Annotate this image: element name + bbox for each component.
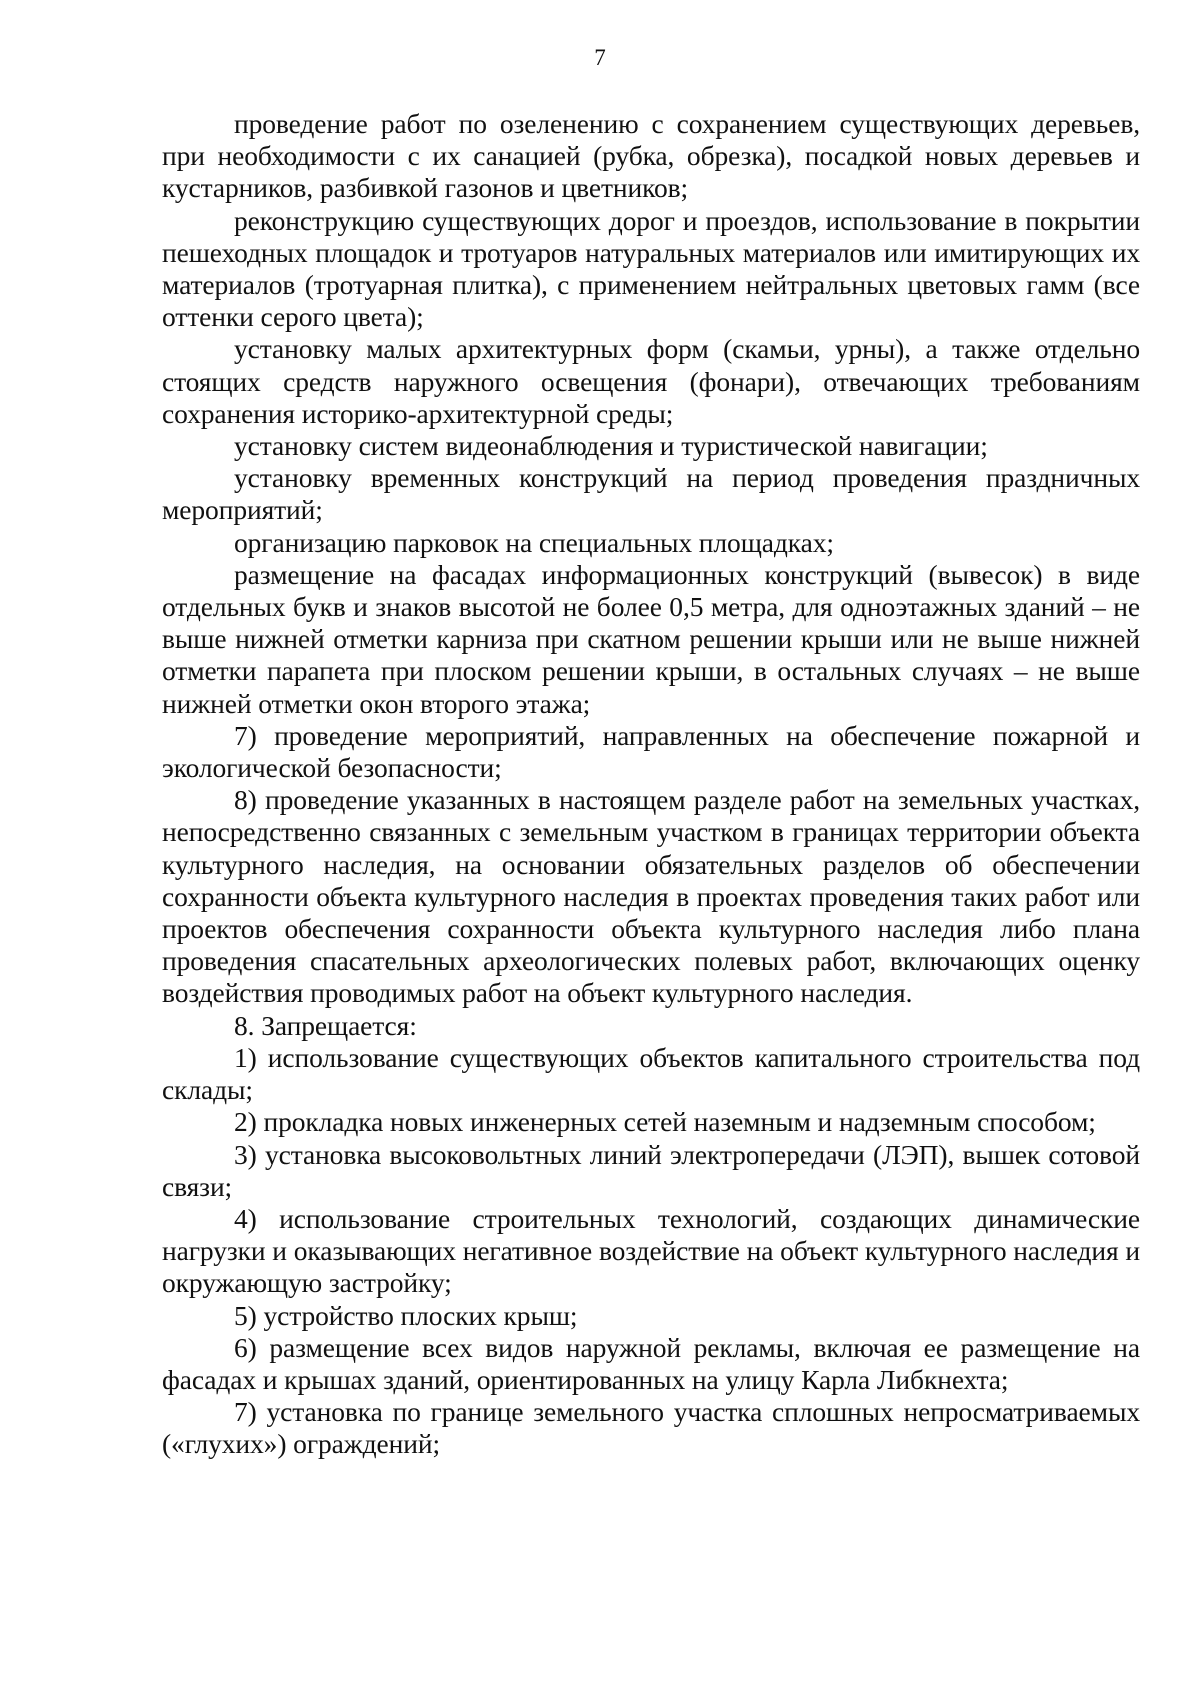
paragraph-item-7-safety: 7) проведение мероприятий, направленных на обеспечение пожарной и экологической безопасности;: [162, 719, 1140, 784]
paragraph-small-architectural-forms: установку малых архитектурных форм (скамьи, урны), а также отдельно стоящих средств наружного освещения (фонари), отвечающих требованиям сохранения историко-архитектурной среды;: [162, 333, 1140, 429]
paragraph-temporary-structures: установку временных конструкций на период проведения праздничных мероприятий;: [162, 462, 1140, 526]
paragraph-landscaping: проведение работ по озеленению с сохранением существующих деревьев, при необходимости с их санацией (рубка, обрезка), посадкой новых деревьев и кустарников, разбивкой газонов и цветников;: [162, 108, 1140, 204]
document-body: [162, 108, 1140, 1461]
prohibited-item-4: 4) использование строительных технологий, создающих динамические нагрузки и оказывающих негативное воздействие на объект культурного наследия и окружающую застройку;: [162, 1202, 1140, 1299]
section-8-prohibited-heading: 8. Запрещается:: [234, 1009, 417, 1041]
prohibited-item-2: 2) прокладка новых инженерных сетей наземным и надземным способом;: [234, 1106, 1096, 1138]
prohibited-item-7: 7) установка по границе земельного участка сплошных непросматриваемых («глухих») ограждений;: [162, 1396, 1140, 1460]
paragraph-facade-signage: размещение на фасадах информационных конструкций (вывесок) в виде отдельных букв и знаков высотой не более 0,5 метра, для одноэтажных зданий – не выше нижней отметки карниза при скатном решении крыши или не выше нижней отметки парапета при плоском решении крыши, в остальных случаях – не выше нижней отметки окон второго этажа;: [162, 558, 1140, 719]
prohibited-item-5: 5) устройство плоских крыш;: [234, 1299, 578, 1331]
paragraph-parking: организацию парковок на специальных площадках;: [234, 526, 834, 558]
paragraph-video-surveillance: установку систем видеонаблюдения и туристической навигации;: [234, 430, 988, 462]
prohibited-item-6: 6) размещение всех видов наружной рекламы, включая ее размещение на фасадах и крышах зданий, ориентированных на улицу Карла Либкнехта;: [162, 1331, 1140, 1395]
paragraph-item-8-works: 8) проведение указанных в настоящем разделе работ на земельных участках, непосредственно связанных с земельным участком в границах территории объекта культурного наследия, на основании обязательных разделов об обеспечении сохранности объекта культурного наследия в проектах проведения таких работ или проектов обеспечения сохранности объекта культурного наследия либо плана проведения спасательных археологических полевых работ, включающих оценку воздействия проводимых работ на объект культурного наследия.: [162, 784, 1140, 1009]
paragraph-road-reconstruction: реконструкцию существующих дорог и проездов, использование в покрытии пешеходных площадок и тротуаров натуральных материалов или имитирующих их материалов (тротуарная плитка), с применением нейтральных цветовых гамм (все оттенки серого цвета);: [162, 204, 1140, 333]
page-number: 7: [594, 45, 606, 70]
prohibited-item-3: 3) установка высоковольтных линий электропередачи (ЛЭП), вышек сотовой связи;: [162, 1138, 1140, 1202]
prohibited-item-1: 1) использование существующих объектов капитального строительства под склады;: [162, 1041, 1140, 1106]
